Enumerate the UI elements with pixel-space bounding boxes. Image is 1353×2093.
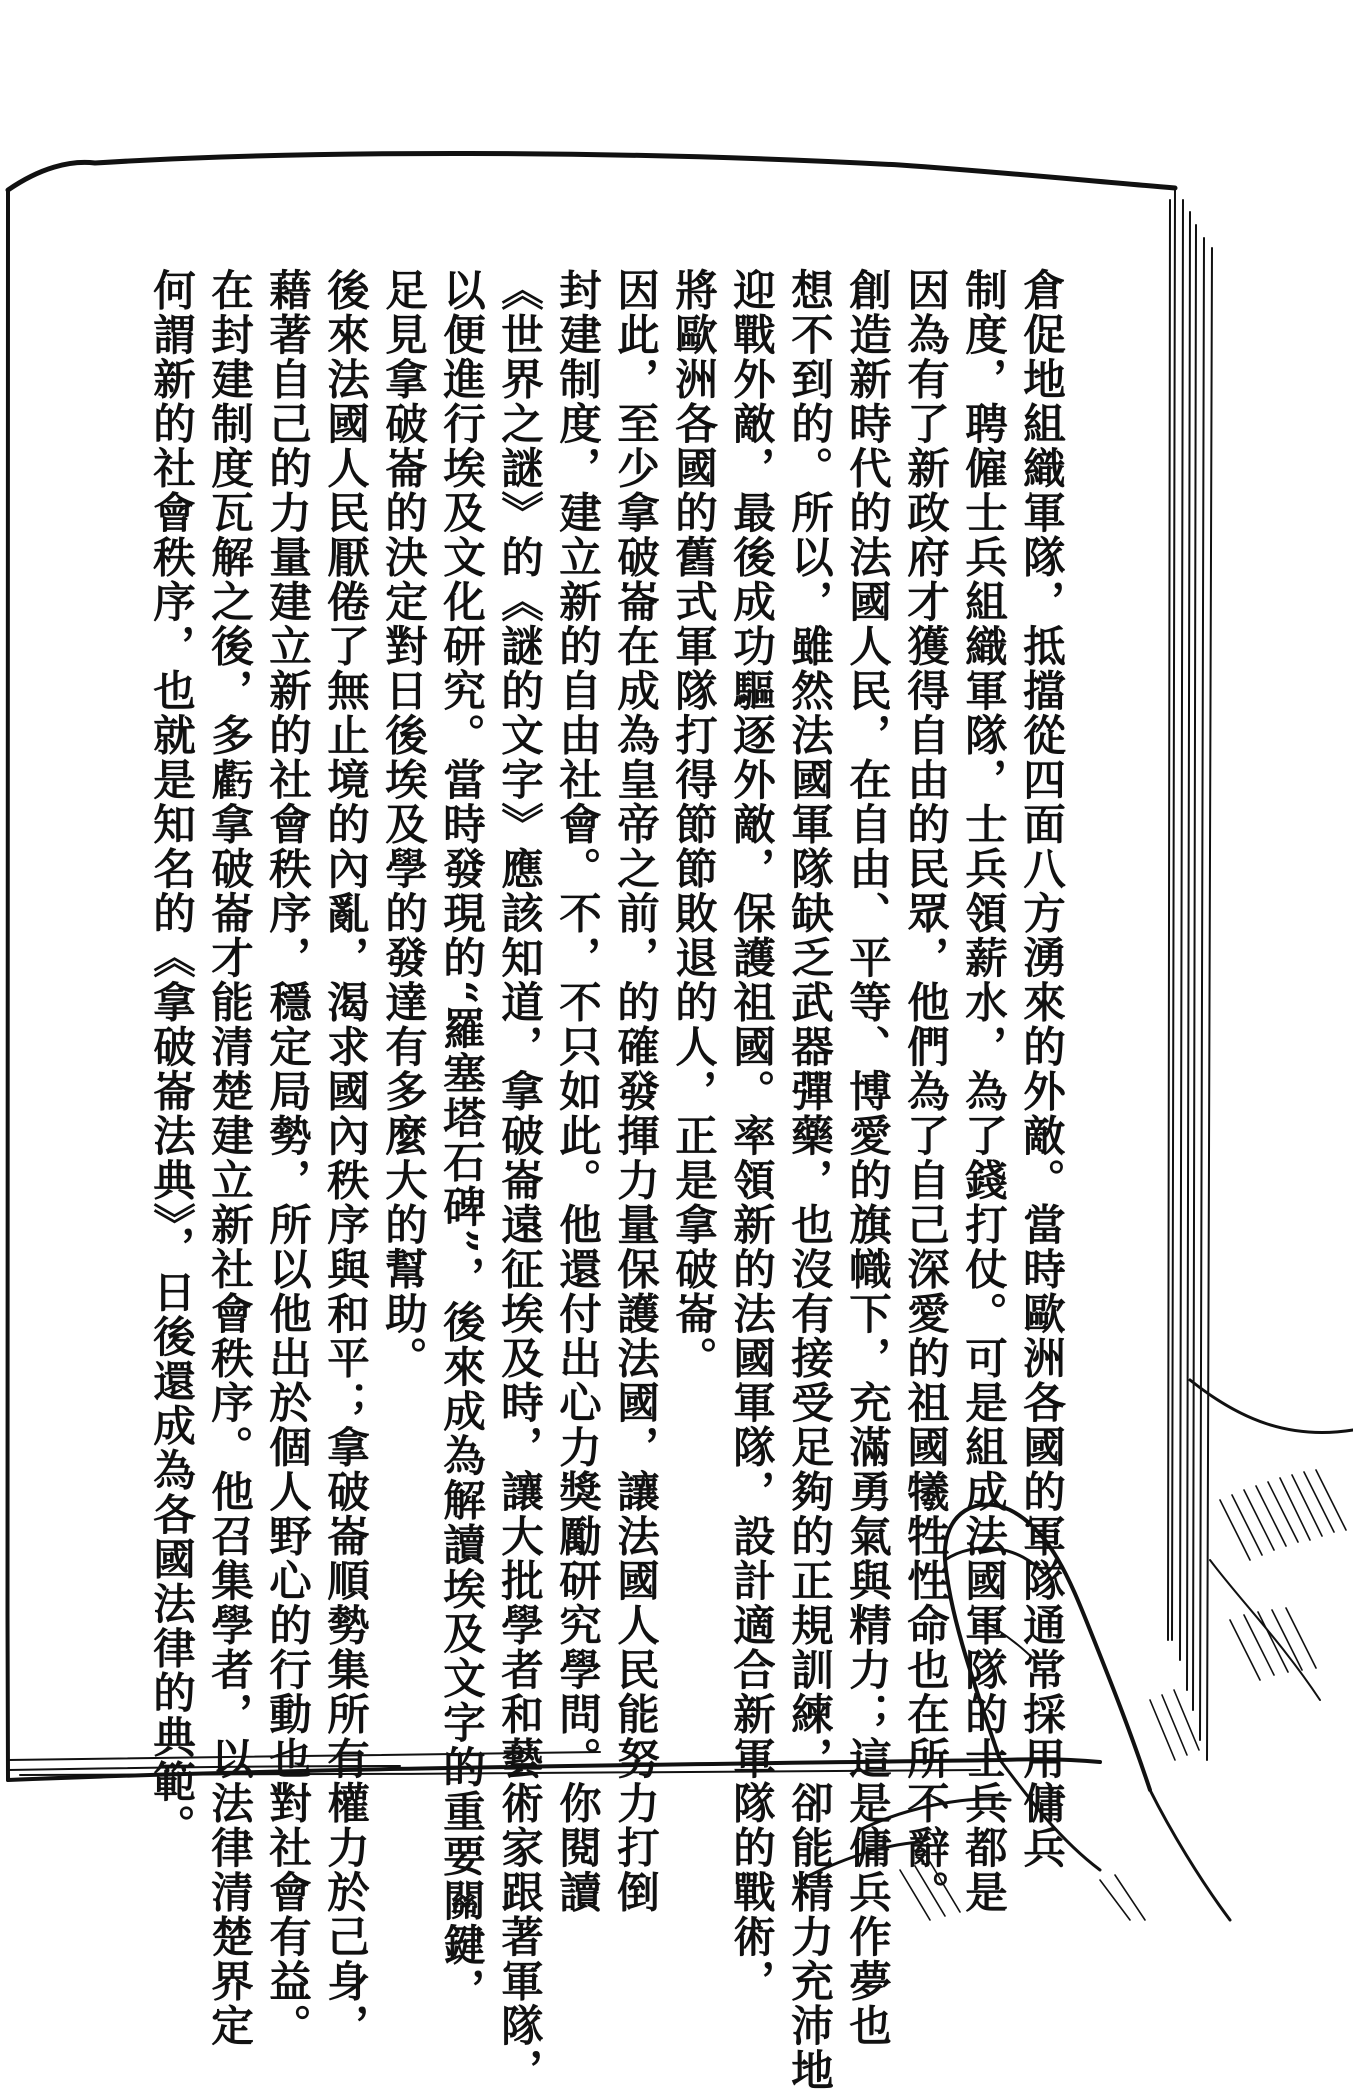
text-line: 以便進行埃及文化研究。當時發現的“羅塞塔石碑”，後來成為解讀埃及文字的重要關鍵， <box>436 268 486 2012</box>
text-line: 因為有了新政府才獲得自由的民眾，他們為了自己深愛的祖國犧牲性命也在所不辭。 <box>900 268 950 1915</box>
page-left-edge <box>7 190 8 1780</box>
text-line: 倉促地組織軍隊，抵擋從四面八方湧來的外敵。當時歐洲各國的軍隊通常採用傭兵 <box>1016 268 1066 1870</box>
book-page-text <box>146 268 1070 2093</box>
page-top-edge <box>8 153 1175 190</box>
page-stack-edge <box>1168 188 1212 1760</box>
text-line: 想不到的。所以，雖然法國軍隊缺乏武器彈藥，也沒有接受足夠的正規訓練，卻能精力充沛地 <box>784 268 834 2093</box>
text-line: 在封建制度瓦解之後，多虧拿破崙才能清楚建立新社會秩序。他召集學者，以法律清楚界定 <box>204 268 254 2048</box>
text-line: 創造新時代的法國人民，在自由、平等、博愛的旗幟下，充滿勇氣與精力；這是傭兵作夢也 <box>842 268 892 2048</box>
text-line: 何謂新的社會秩序，也就是知名的《拿破崙法典》，日後還成為各國法律的典範。 <box>146 268 196 1849</box>
text-line: 藉著自己的力量建立新的社會秩序，穩定局勢，所以他出於個人野心的行動也對社會有益。 <box>262 268 312 2048</box>
text-line: 迎戰外敵，最後成功驅逐外敵，保護祖國。率領新的法國軍隊，設計適合新軍隊的戰術， <box>726 268 776 2004</box>
text-line: 封建制度，建立新的自由社會。不，不只如此。他還付出心力獎勵研究學問。你閱讀 <box>552 268 602 1915</box>
text-line: 制度，聘僱士兵組織軍隊，士兵領薪水，為了錢打仗。可是組成法國軍隊的士兵都是 <box>958 268 1008 1915</box>
text-line: 後來法國人民厭倦了無止境的內亂，渴求國內秩序與和平；拿破崙順勢集所有權力於己身， <box>320 268 370 2048</box>
text-line: 將歐洲各國的舊式軍隊打得節節敗退的人，正是拿破崙。 <box>668 268 718 1381</box>
text-line: 因此，至少拿破崙在成為皇帝之前，的確發揮力量保護法國，讓法國人民能努力打倒 <box>610 268 660 1915</box>
text-line: 《世界之謎》的《謎的文字》應該知道，拿破崙遠征埃及時，讓大批學者和藝術家跟著軍隊， <box>494 268 544 2093</box>
text-line: 足見拿破崙的決定對日後埃及學的發達有多麼大的幫助。 <box>378 268 428 1381</box>
